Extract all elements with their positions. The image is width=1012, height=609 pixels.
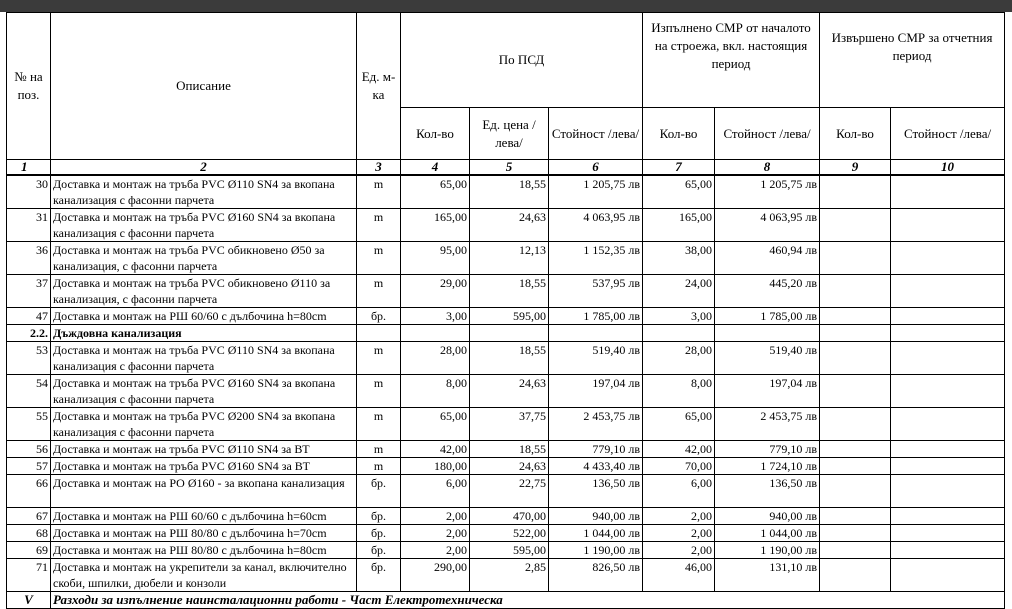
row-pos: 56 (7, 441, 51, 458)
row-unit: бр. (357, 475, 401, 508)
row-unit-price: 37,75 (470, 408, 549, 441)
row-unit: m (357, 242, 401, 275)
footer-pos: V (7, 592, 51, 609)
table-row (7, 308, 1005, 325)
row-pos: 2.2. (7, 325, 51, 342)
row-value-period (891, 475, 1005, 508)
row-qty-done: 2,00 (643, 525, 715, 542)
table-row (7, 375, 1005, 408)
row-unit: m (357, 275, 401, 308)
table-row (7, 525, 1005, 542)
row-description: Доставка и монтаж на РШ 80/80 с дълбочина h=70cm (51, 525, 357, 542)
row-value-done: 940,00 лв (715, 508, 820, 525)
row-unit: бр. (357, 508, 401, 525)
row-qty-done: 38,00 (643, 242, 715, 275)
row-unit-price: 18,55 (470, 175, 549, 209)
row-qty-done: 2,00 (643, 542, 715, 559)
table-row (7, 342, 1005, 375)
table-row (7, 275, 1005, 308)
table-row (7, 542, 1005, 559)
row-value-done: 1 190,00 лв (715, 542, 820, 559)
row-value-period (891, 525, 1005, 542)
row-pos: 69 (7, 542, 51, 559)
row-qty-done: 28,00 (643, 342, 715, 375)
row-unit: m (357, 441, 401, 458)
row-unit-price: 22,75 (470, 475, 549, 508)
row-unit-price: 24,63 (470, 209, 549, 242)
row-value-period (891, 209, 1005, 242)
row-value-period (891, 275, 1005, 308)
row-value: 826,50 лв (549, 559, 643, 592)
row-value-done: 779,10 лв (715, 441, 820, 458)
row-unit-price: 18,55 (470, 275, 549, 308)
row-qty-period (820, 559, 891, 592)
row-description: Доставка и монтаж на укрепители за канал, включително скоби, шпилки, дюбели и конзоли (51, 559, 357, 592)
row-pos: 67 (7, 508, 51, 525)
header-psd: По ПСД (401, 13, 643, 108)
row-qty: 29,00 (401, 275, 470, 308)
row-qty-done: 3,00 (643, 308, 715, 325)
row-value-done: 445,20 лв (715, 275, 820, 308)
row-value: 1 190,00 лв (549, 542, 643, 559)
row-value: 1 152,35 лв (549, 242, 643, 275)
row-description: Доставка и монтаж на тръба PVC Ø160 SN4 за вкопана канализация с фасонни парчета (51, 375, 357, 408)
row-unit: m (357, 342, 401, 375)
row-unit: бр. (357, 308, 401, 325)
row-value-done: 460,94 лв (715, 242, 820, 275)
row-description: Доставка и монтаж на тръба PVC обикновено Ø110 за канализация, с фасонни парчета (51, 275, 357, 308)
row-qty-period (820, 475, 891, 508)
row-value-period (891, 559, 1005, 592)
row-value-done: 1 205,75 лв (715, 175, 820, 209)
row-unit-price: 595,00 (470, 542, 549, 559)
row-pos: 30 (7, 175, 51, 209)
row-qty: 28,00 (401, 342, 470, 375)
row-qty: 2,00 (401, 542, 470, 559)
row-pos: 47 (7, 308, 51, 325)
column-number: 5 (470, 160, 549, 176)
footer-description: Разходи за изпълнение наинсталационни работи - Част Електротехническа (51, 592, 1005, 609)
column-number-row (7, 160, 1005, 176)
header-qty-psd: Кол-во (401, 108, 470, 160)
row-qty-done: 2,00 (643, 508, 715, 525)
row-qty-period (820, 508, 891, 525)
row-value: 4 433,40 лв (549, 458, 643, 475)
row-unit: бр. (357, 542, 401, 559)
row-pos: 55 (7, 408, 51, 441)
bill-of-quantities-table (6, 12, 1005, 609)
row-unit: m (357, 375, 401, 408)
table-row (7, 559, 1005, 592)
row-qty-period (820, 525, 891, 542)
header-qty-period: Кол-во (820, 108, 891, 160)
row-qty: 8,00 (401, 375, 470, 408)
row-description: Доставка и монтаж на тръба PVC Ø200 SN4 за вкопана канализация с фасонни парчета (51, 408, 357, 441)
row-qty-done: 24,00 (643, 275, 715, 308)
table-row (7, 209, 1005, 242)
row-qty: 3,00 (401, 308, 470, 325)
row-qty-done: 70,00 (643, 458, 715, 475)
column-number: 8 (715, 160, 820, 176)
row-unit: бр. (357, 525, 401, 542)
header-description: Описание (51, 13, 357, 160)
row-value: 940,00 лв (549, 508, 643, 525)
row-value: 1 785,00 лв (549, 308, 643, 325)
row-value-done: 4 063,95 лв (715, 209, 820, 242)
row-pos: 57 (7, 458, 51, 475)
row-value-done: 1 044,00 лв (715, 525, 820, 542)
table-row (7, 508, 1005, 525)
row-value-period (891, 441, 1005, 458)
row-qty-done: 46,00 (643, 559, 715, 592)
row-qty-period (820, 242, 891, 275)
row-unit-price: 24,63 (470, 458, 549, 475)
row-description: Доставка и монтаж на РО Ø160 - за вкопана канализация (51, 475, 357, 508)
row-value: 136,50 лв (549, 475, 643, 508)
row-value-done: 519,40 лв (715, 342, 820, 375)
row-qty-period (820, 175, 891, 209)
header-value-period: Стойност /лева/ (891, 108, 1005, 160)
table-row (7, 175, 1005, 209)
row-pos: 71 (7, 559, 51, 592)
row-qty: 165,00 (401, 209, 470, 242)
row-value: 2 453,75 лв (549, 408, 643, 441)
row-qty-done: 6,00 (643, 475, 715, 508)
row-description: Доставка и монтаж на тръба PVC Ø110 SN4 за ВТ (51, 441, 357, 458)
header-done-since-start: Изпълнено СМР от началото на строежа, вкл. настоящия период (643, 13, 820, 108)
row-value: 519,40 лв (549, 342, 643, 375)
row-unit-price: 595,00 (470, 308, 549, 325)
row-value-done: 1 785,00 лв (715, 308, 820, 325)
row-unit-price: 522,00 (470, 525, 549, 542)
section-row (7, 325, 1005, 342)
row-qty: 65,00 (401, 175, 470, 209)
row-pos: 36 (7, 242, 51, 275)
header-value-done: Стойност /лева/ (715, 108, 820, 160)
header-value-psd: Стойност /лева/ (549, 108, 643, 160)
row-value-done: 197,04 лв (715, 375, 820, 408)
row-unit: бр. (357, 559, 401, 592)
row-description: Доставка и монтаж на тръба PVC Ø110 SN4 за вкопана канализация с фасонни парчета (51, 175, 357, 209)
row-qty-period (820, 458, 891, 475)
row-value-period (891, 408, 1005, 441)
row-description: Доставка и монтаж на тръба PVC обикновено Ø50 за канализация, с фасонни парчета (51, 242, 357, 275)
row-unit: m (357, 209, 401, 242)
row-qty: 2,00 (401, 525, 470, 542)
row-qty-done: 8,00 (643, 375, 715, 408)
row-qty-period (820, 342, 891, 375)
column-number: 9 (820, 160, 891, 176)
row-value: 1 205,75 лв (549, 175, 643, 209)
row-description: Доставка и монтаж на РШ 60/60 с дълбочина h=60cm (51, 508, 357, 525)
column-number: 2 (51, 160, 357, 176)
row-pos: 31 (7, 209, 51, 242)
row-value: 1 044,00 лв (549, 525, 643, 542)
row-qty: 290,00 (401, 559, 470, 592)
row-value-period (891, 175, 1005, 209)
row-pos: 54 (7, 375, 51, 408)
row-unit-price: 18,55 (470, 342, 549, 375)
row-qty-period (820, 209, 891, 242)
row-qty-done: 65,00 (643, 175, 715, 209)
row-qty-done: 165,00 (643, 209, 715, 242)
column-number: 10 (891, 160, 1005, 176)
header-unit-price: Ед. цена /лева/ (470, 108, 549, 160)
column-number: 7 (643, 160, 715, 176)
row-qty: 65,00 (401, 408, 470, 441)
row-description: Дъждовна канализация (51, 325, 357, 342)
table-row (7, 458, 1005, 475)
row-description: Доставка и монтаж на тръба PVC Ø160 SN4 за ВТ (51, 458, 357, 475)
row-qty: 2,00 (401, 508, 470, 525)
column-number: 1 (7, 160, 51, 176)
column-number: 6 (549, 160, 643, 176)
header-done-period: Извършено СМР за отчетния период (820, 13, 1005, 108)
column-number: 4 (401, 160, 470, 176)
row-value: 197,04 лв (549, 375, 643, 408)
row-unit-price: 470,00 (470, 508, 549, 525)
row-pos: 37 (7, 275, 51, 308)
table-row (7, 242, 1005, 275)
row-value: 779,10 лв (549, 441, 643, 458)
row-description: Доставка и монтаж на тръба PVC Ø110 SN4 за вкопана канализация с фасонни парчета (51, 342, 357, 375)
row-pos: 53 (7, 342, 51, 375)
row-description: Доставка и монтаж на тръба PVC Ø160 SN4 за вкопана канализация с фасонни парчета (51, 209, 357, 242)
row-value: 537,95 лв (549, 275, 643, 308)
row-value-period (891, 508, 1005, 525)
row-value-done: 136,50 лв (715, 475, 820, 508)
footer-section-row (7, 592, 1005, 609)
row-qty: 95,00 (401, 242, 470, 275)
row-unit: m (357, 175, 401, 209)
header-qty-done: Кол-во (643, 108, 715, 160)
row-unit-price: 24,63 (470, 375, 549, 408)
row-value-done: 1 724,10 лв (715, 458, 820, 475)
column-number: 3 (357, 160, 401, 176)
row-value-period (891, 242, 1005, 275)
row-qty: 6,00 (401, 475, 470, 508)
row-value-period (891, 458, 1005, 475)
row-qty-done: 42,00 (643, 441, 715, 458)
row-qty-period (820, 441, 891, 458)
row-value-period (891, 342, 1005, 375)
row-qty-period (820, 408, 891, 441)
table-row (7, 441, 1005, 458)
row-value: 4 063,95 лв (549, 209, 643, 242)
row-unit-price: 12,13 (470, 242, 549, 275)
row-qty-period (820, 542, 891, 559)
row-value-done: 131,10 лв (715, 559, 820, 592)
header-unit: Ед. м-ка (357, 13, 401, 160)
row-qty-done: 65,00 (643, 408, 715, 441)
row-description: Доставка и монтаж на РШ 80/80 с дълбочина h=80cm (51, 542, 357, 559)
row-value-period (891, 542, 1005, 559)
table-body (7, 160, 1005, 609)
header-pos: № на поз. (7, 13, 51, 160)
row-qty: 42,00 (401, 441, 470, 458)
row-value-period (891, 308, 1005, 325)
row-value-period (891, 375, 1005, 408)
table-row (7, 475, 1005, 508)
row-pos: 66 (7, 475, 51, 508)
row-unit-price: 2,85 (470, 559, 549, 592)
table-row (7, 408, 1005, 441)
row-qty-period (820, 275, 891, 308)
row-unit: m (357, 458, 401, 475)
row-unit-price: 18,55 (470, 441, 549, 458)
row-unit: m (357, 408, 401, 441)
row-description: Доставка и монтаж на РШ 60/60 с дълбочина h=80cm (51, 308, 357, 325)
row-value-done: 2 453,75 лв (715, 408, 820, 441)
row-pos: 68 (7, 525, 51, 542)
row-qty: 180,00 (401, 458, 470, 475)
row-qty-period (820, 375, 891, 408)
row-qty-period (820, 308, 891, 325)
